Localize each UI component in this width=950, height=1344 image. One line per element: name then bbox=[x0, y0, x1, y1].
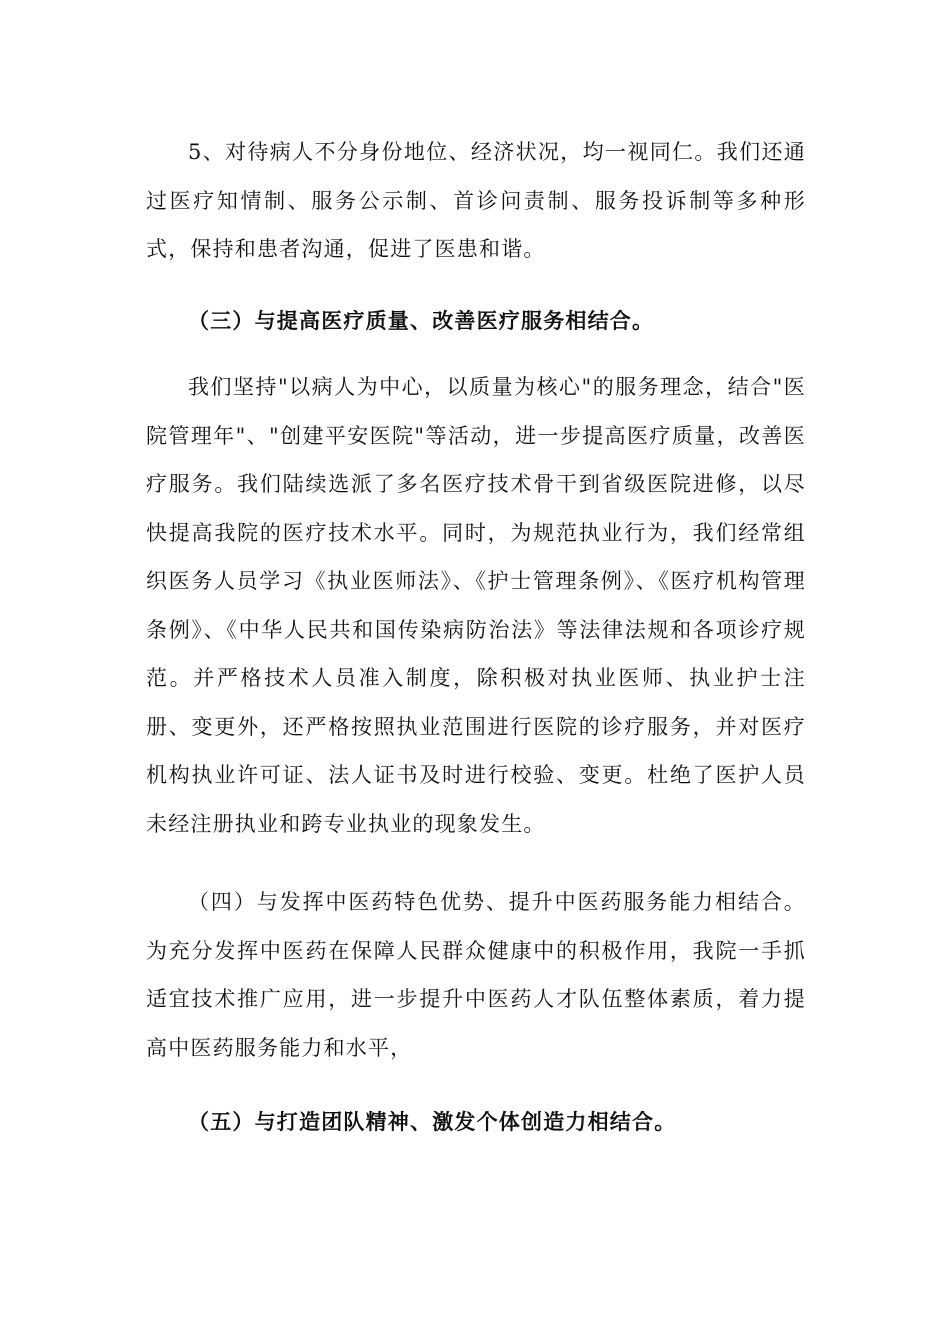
paragraph-tcm-advantage: （四）与发挥中医药特色优势、提升中医药服务能力相结合。为充分发挥中医药在保障人民群众健康中的积极作用，我院一手抓适宜技术推广应用，进一步提升中医药人才队伍整体素质，着力提高中医药服务能力和水平， bbox=[146, 890, 806, 1060]
paragraph-medical-quality: 我们坚持"以病人为中心，以质量为核心"的服务理念，结合"医院管理年"、"创建平安医院"等活动，进一步提高医疗质量，改善医疗服务。我们陆续选派了多名医疗技术骨干到省级医院进修，以尽快提高我院的医疗技术水平。同时，为规范执业行为，我们经常组织医务人员学习《执业医师法》、《护士管理条例》、《医疗机构管理条例》、《中华人民共和国传染病防治法》等法律法规和各项诊疗规范。并严格技术人员准入制度，除积极对执业医师、执业护士注册、变更外，还严格按照执业范围进行医院的诊疗服务，并对医疗机构执业许可证、法人证书及时进行校验、变更。杜绝了医护人员未经注册执业和跨专业执业的现象发生。 bbox=[146, 375, 806, 836]
paragraph-patient-equality: 5、对待病人不分身份地位、经济状况，均一视同仁。我们还通过医疗知情制、服务公示制、首诊问责制、服务投诉制等多种形式，保持和患者沟通，促进了医患和谐。 bbox=[146, 140, 806, 261]
section-heading-5: （五）与打造团队精神、激发个体创造力相结合。 bbox=[188, 1109, 677, 1134]
section-heading-3: （三）与提高医疗质量、改善医疗服务相结合。 bbox=[188, 308, 655, 333]
